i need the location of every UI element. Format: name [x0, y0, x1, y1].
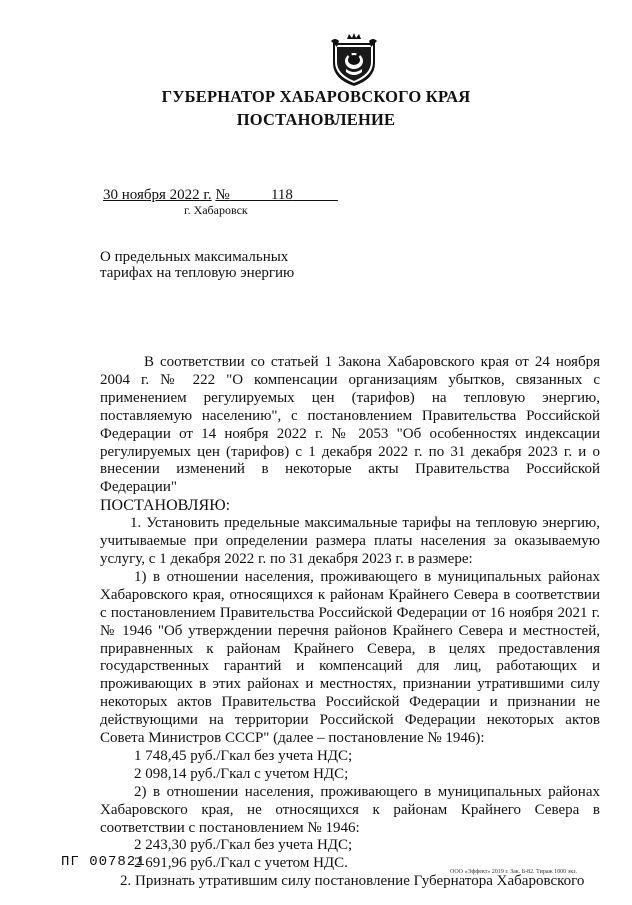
document-date: 30 ноября 2022 г. — [103, 187, 212, 203]
subject-line: тарифах на тепловую энергию — [100, 265, 295, 281]
document-place: г. Хабаровск — [184, 203, 248, 217]
document-body — [100, 354, 600, 891]
clause-1-1-paragraph: 1) в отношении населения, проживающего в муниципальных районах Хабаровского края, относящихся к районам Крайнего Севера в соответствии с постановлением Правительства Российской Федерации от 16 ноября 2021 г. № 1946 "Об утверждении перечня районов Крайнего Севера и местностей, приравненных к районам Крайнего Севера, в целях предоставления государственных гарантий и компенсаций для лиц, работающих и проживающих в этих районах и местностях, признании утратившими силу некоторых актов Правительства Российской Федерации и признании не действующими на территории Российской Федерации некоторых актов Совета Министров СССР" (далее – постановление № 1946): — [100, 568, 600, 747]
header-title: ГУБЕРНАТОР ХАБАРОВСКОГО КРАЯ — [161, 87, 471, 106]
tariff-line: 1 748,45 руб./Гкал без учета НДС; — [134, 747, 353, 764]
tariff-line: 2 691,96 руб./Гкал с учетом НДС. — [134, 855, 348, 872]
tariff-line: 2 243,30 руб./Гкал без учета НДС; — [134, 837, 353, 854]
clause-2-paragraph: 2. Признать утратившим силу постановление Губернатора Хабаровского — [120, 873, 585, 890]
form-serial-number: ПГ 007821 — [61, 854, 146, 870]
subject-line: О предельных максимальных — [100, 249, 289, 265]
khabarovsk-coat-of-arms-icon — [329, 33, 379, 88]
document-number: 118 — [270, 187, 293, 203]
printer-imprint: ООО «Эффект» 2019 г. Зак. Б-82. Тираж 1000 экз. — [450, 869, 577, 875]
document-subject — [100, 249, 294, 281]
clause-1-paragraph: 1. Установить предельные максимальные тарифы на тепловую энергию, учитываемые при определении размера платы населения за оказываемую услугу, с 1 декабря 2022 г. по 31 декабря 2023 г. в размере: — [100, 515, 600, 567]
number-label: № — [215, 187, 230, 203]
document-type: ПОСТАНОВЛЕНИЕ — [236, 110, 396, 129]
resolve-heading: ПОСТАНОВЛЯЮ: — [100, 497, 231, 515]
document-date-number — [103, 187, 338, 204]
tariff-line: 2 098,14 руб./Гкал с учетом НДС; — [134, 765, 349, 782]
clause-1-2-paragraph: 2) в отношении населения, проживающего в муниципальных районах Хабаровского края, не относящихся к районам Крайнего Севера в соответствии с постановлением № 1946: — [100, 783, 600, 836]
preamble-paragraph: В соответствии со статьей 1 Закона Хабаровского края от 24 ноября 2004 г. № 222 "О компенсации организациям убытков, связанных с применением регулируемых цен (тарифов) на тепловую энергию, поставляемую населению", с постановлением Правительства Российской Федерации от 14 ноября 2022 г. № 2053 "Об особенностях индексации регулируемых цен (тарифов) с 1 декабря 2022 г. по 31 декабря 2023 г. и о внесении изменений в некоторые акты Правительства Российской Федерации" — [100, 354, 600, 496]
